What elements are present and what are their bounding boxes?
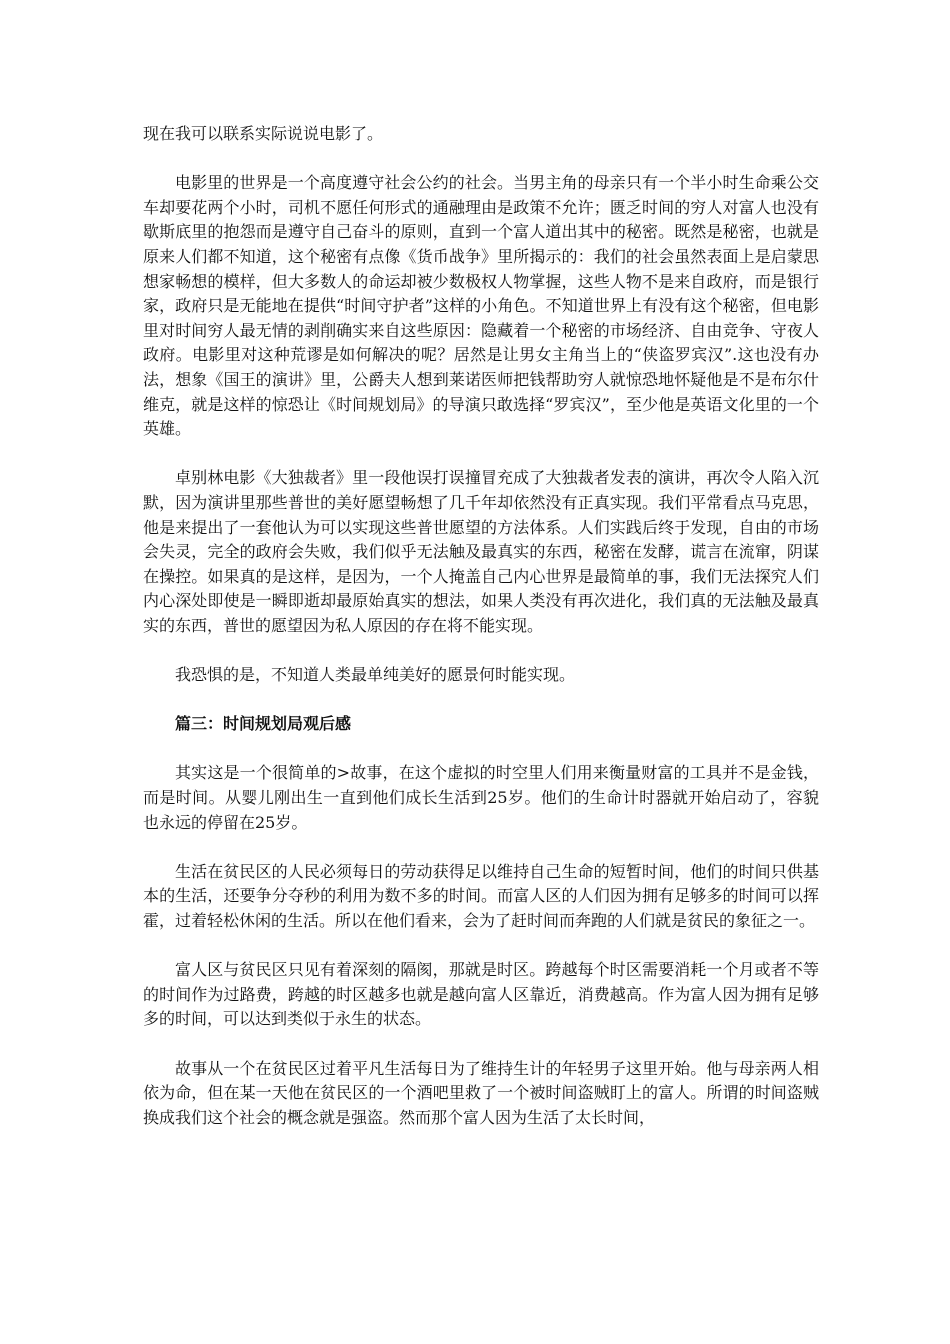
paragraph-slum-life: 生活在贫民区的人民必须每日的劳动获得足以维持自己生命的短暂时间，他们的时间只供基本的生活，还要争分夺秒的利用为数不多的时间。而富人区的人们因为拥有足够多的时间可以挥霍，过着轻松休闲的生活。所以在他们看来，会为了赶时间而奔跑的人们就是贫民的象征之一。	[143, 861, 819, 930]
paragraph-story-intro: 其实这是一个很简单的>故事，在这个虚拟的时空里人们用来衡量财富的工具并不是金钱，而是时间。从婴儿刚出生一直到他们成长生活到25岁。他们的生命计时器就开始启动了，容貌也永远的停留在25岁。	[143, 763, 819, 832]
paragraph-time-zones: 富人区与贫民区只见有着深刻的隔阂，那就是时区。跨越每个时区需要消耗一个月或者不等的时间作为过路费，跨越的时区越多也就是越向富人区靠近，消费越高。作为富人因为拥有足够多的时间，可以达到类似于永生的状态。	[143, 960, 819, 1029]
paragraph-great-dictator: 卓别林电影《大独裁者》里一段他误打误撞冒充成了大独裁者发表的演讲，再次令人陷入沉默，因为演讲里那些普世的美好愿望畅想了几千年却依然没有正真实现。我们平常看点马克思，他是来提出了一套他认为可以实现这些普世愿望的方法体系。人们实践后终于发现，自由的市场会失灵，完全的政府会失败，我们似乎无法触及最真实的东西，秘密在发酵，谎言在流窜，阴谋在操控。如果真的是这样，是因为，一个人掩盖自己内心世界是最简单的事，我们无法探究人们内心深处即使是一瞬即逝却最原始真实的想法，如果人类没有再次进化，我们真的无法触及最真实的东西，普世的愿望因为私人原因的存在将不能实现。	[143, 468, 819, 635]
paragraph-film-world: 电影里的世界是一个高度遵守社会公约的社会。当男主角的母亲只有一个半小时生命乘公交车却要花两个小时，司机不愿任何形式的通融理由是政策不允许；匮乏时间的穷人对富人也没有歇斯底里的抱怨而是遵守自己奋斗的原则，直到一个富人道出其中的秘密。既然是秘密，也就是原来人们都不知道，这个秘密有点像《货币战争》里所揭示的：我们的社会虽然表面上是启蒙思想家畅想的模样，但大多数人的命运却被少数极权人物掌握，这些人物不是来自政府，而是银行家，政府只是无能地在提供“时间守护者”这样的小角色。不知道世界上有没有这个秘密，但电影里对时间穷人最无情的剥削确实来自这些原因：隐藏着一个秘密的市场经济、自由竞争、守夜人政府。电影里对这种荒谬是如何解决的呢？居然是让男女主角当上的“侠盗罗宾汉”.这也没有办法，想象《国王的演讲》里，公爵夫人想到莱诺医师把钱帮助穷人就惊恐地怀疑他是不是布尔什维克，就是这样的惊恐让《时间规划局》的导演只敢选择“罗宾汉”，至少他是英语文化里的一个英雄。	[143, 173, 819, 439]
document-page	[143, 122, 819, 1155]
section-heading: 篇三：时间规划局观后感	[175, 714, 352, 734]
paragraph-story-begins: 故事从一个在贫民区过着平凡生活每日为了维持生计的年轻男子这里开始。他与母亲两人相依为命，但在某一天他在贫民区的一个酒吧里救了一个被时间盗贼盯上的富人。所谓的时间盗贼换成我们这个社会的概念就是强盗。然而那个富人因为生活了太长时间，	[143, 1058, 819, 1127]
paragraph-intro: 现在我可以联系实际说说电影了。	[143, 124, 384, 143]
paragraph-fear: 我恐惧的是，不知道人类最单纯美好的愿景何时能实现。	[175, 665, 576, 685]
